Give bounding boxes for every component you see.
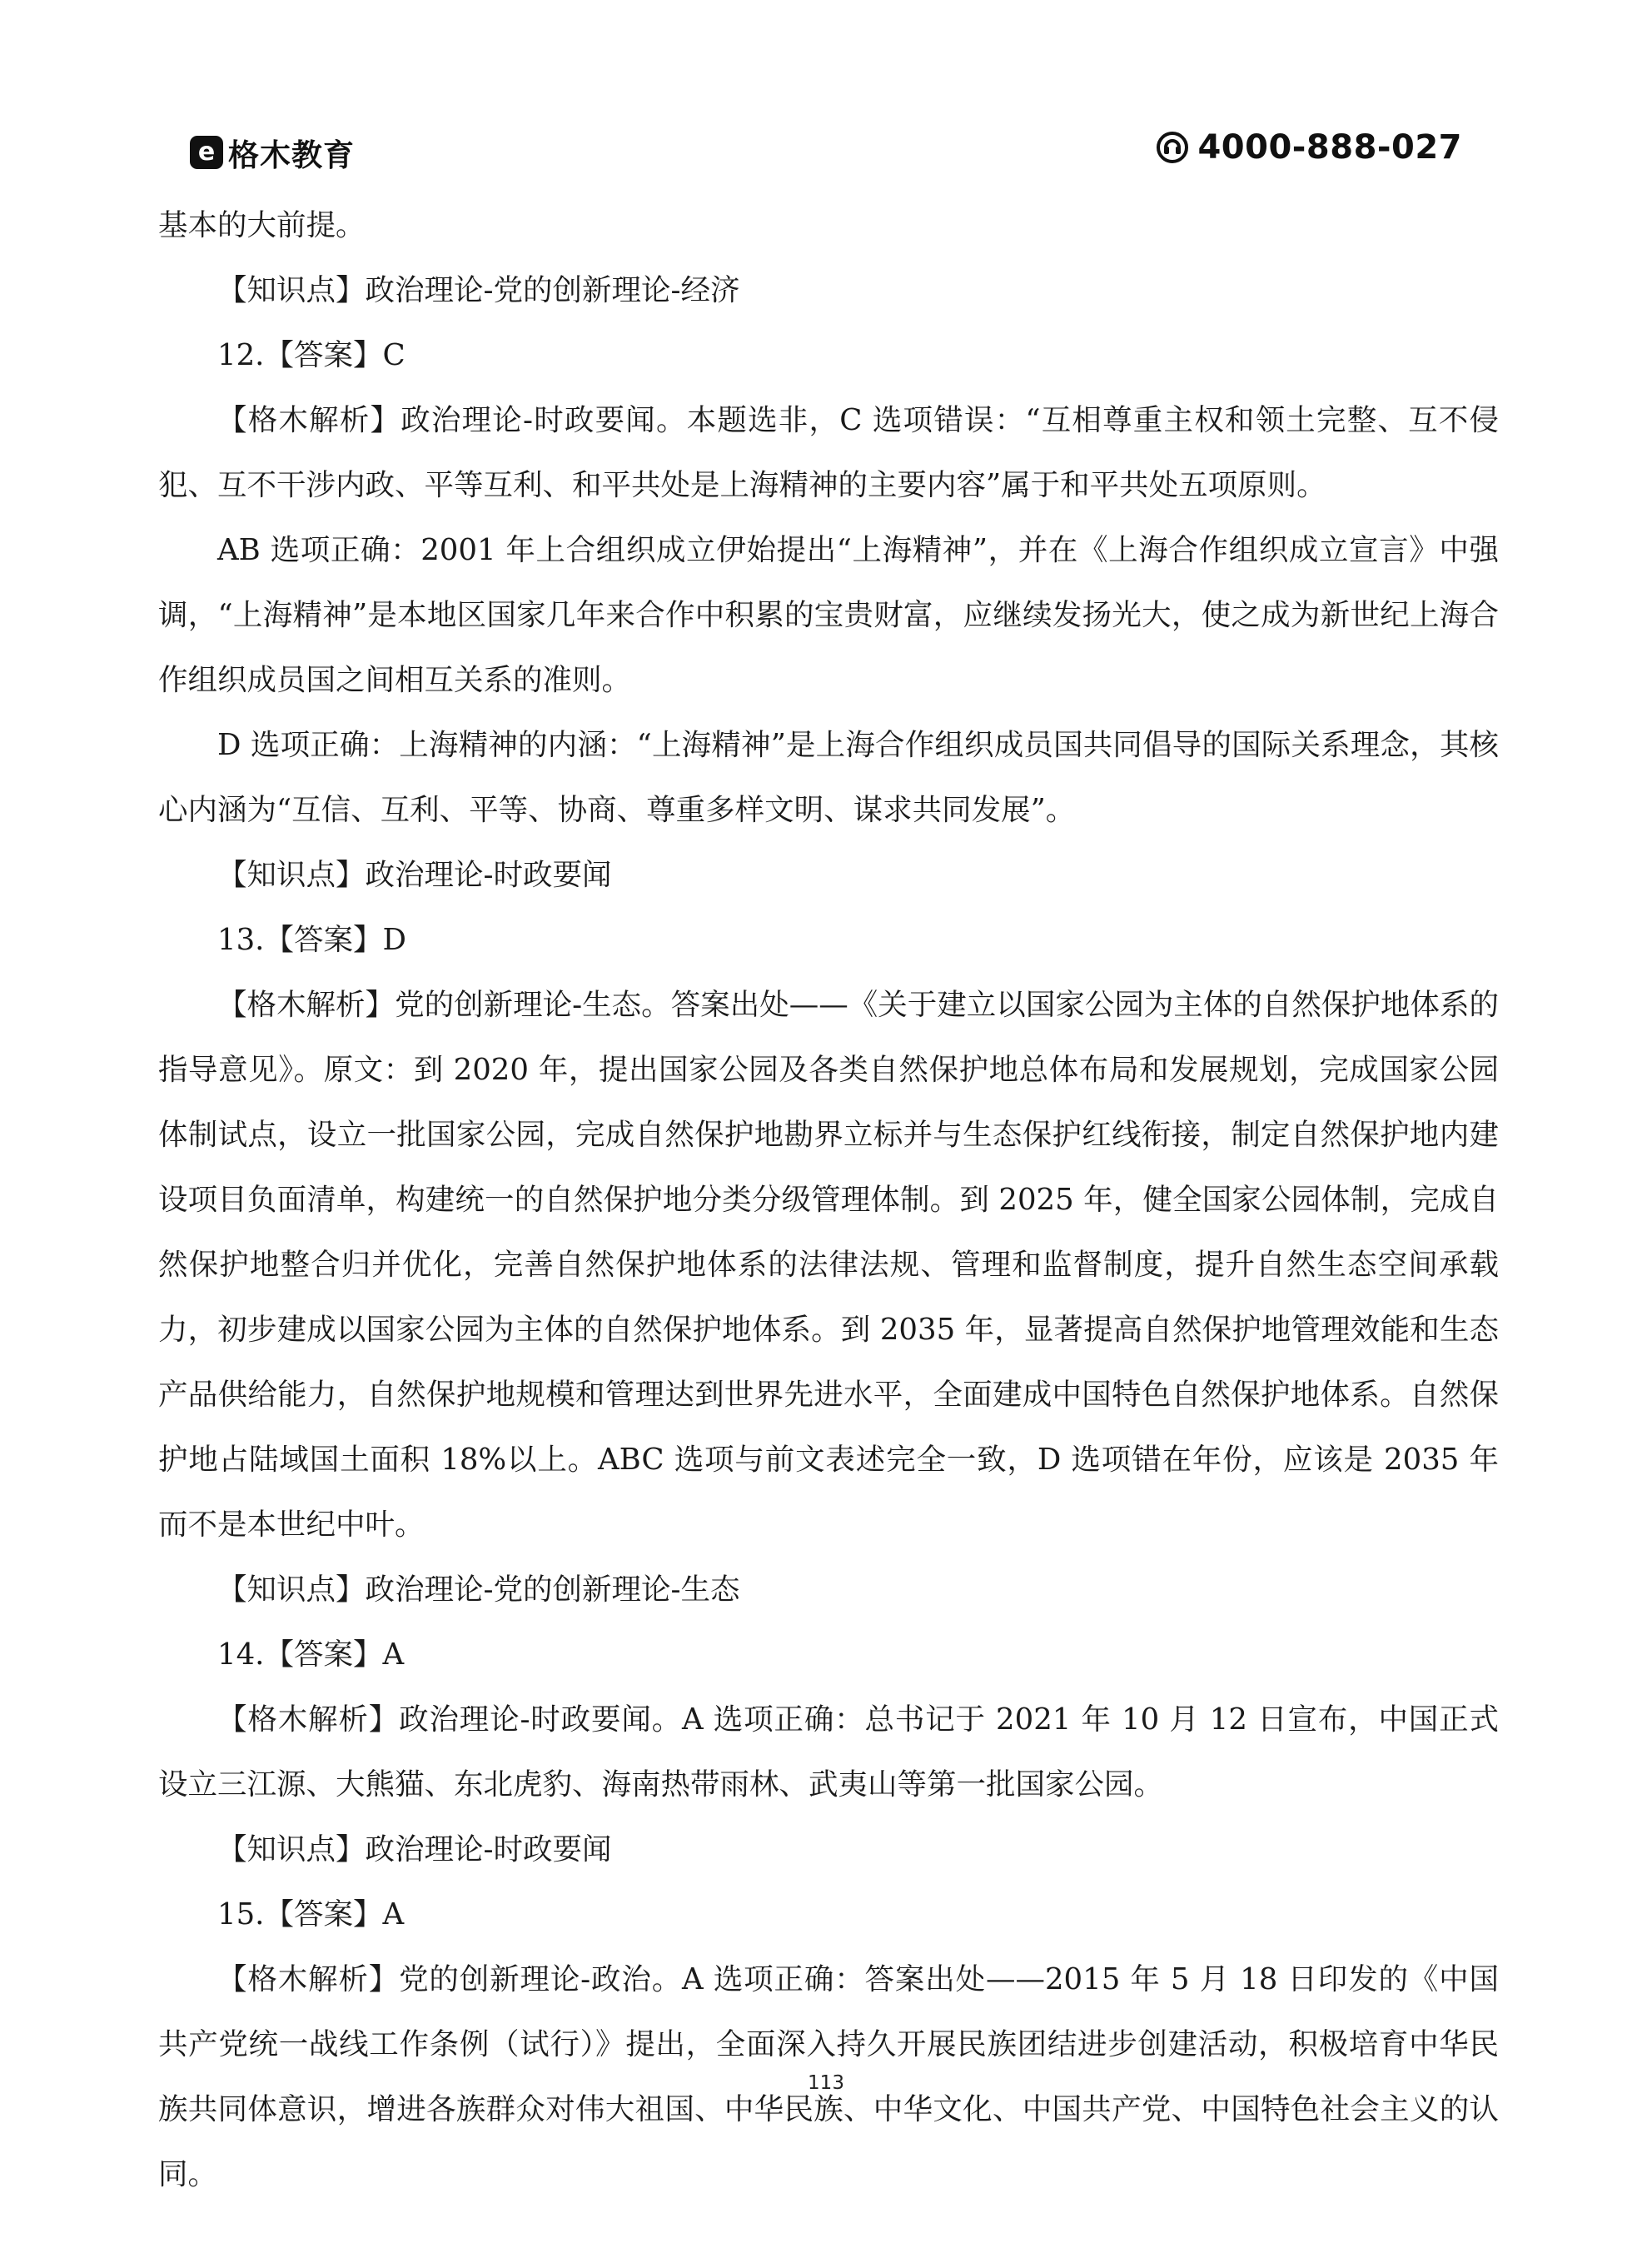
knowledge-point: 【知识点】政治理论-时政要闻	[217, 1832, 612, 1867]
analysis-paragraph: 【格木解析】党的创新理论-生态。答案出处——《关于建立以国家公园为主体的自然保护地体系的指导意见》。原文：到 2020 年，提出国家公园及各类自然保护地总体布局和发展规划，完成国家公园体制试点，设立一批国家公园，完成自然保护地勘界立标并与生态保护红线衔接，制定自然保护地内建设项目负面清单，构建统一的自然保护地分类分级管理体制。到 2025 年，健全国家公园体制，完成自然保护地整合归并优化，完善自然保护地体系的法律法规、管理和监督制度，提升自然生态空间承载力，初步建成以国家公园为主体的自然保护地体系。到 2035 年，显著提高自然保护地管理效能和生态产品供给能力，自然保护地规模和管理达到世界先进水平，全面建成中国特色自然保护地体系。自然保护地占陆域国土面积 18%以上。ABC 选项与前文表述完全一致，D 选项错在年份，应该是 2035 年而不是本世纪中叶。	[158, 988, 1499, 1542]
logo-e-icon: e	[190, 136, 223, 169]
analysis-paragraph: 【格木解析】政治理论-时政要闻。A 选项正确：总书记于 2021 年 10 月 12 日宣布，中国正式设立三江源、大熊猫、东北虎豹、海南热带雨林、武夷山等第一批国家公园。	[158, 1702, 1499, 1802]
paragraph: 基本的大前提。	[158, 208, 366, 242]
answer-heading: 12.【答案】C	[217, 338, 406, 372]
phone-number: 4000-888-027	[1197, 128, 1462, 167]
brand-logo	[190, 130, 355, 175]
analysis-paragraph: AB 选项正确：2001 年上合组织成立伊始提出“上海精神”，并在《上海合作组织成立宣言》中强调，“上海精神”是本地区国家几年来合作中积累的宝贵财富，应继续发扬光大，使之成为新世纪上海合作组织成员国之间相互关系的准则。	[158, 533, 1499, 697]
answer-heading: 14.【答案】A	[217, 1637, 405, 1672]
hotline	[1154, 128, 1462, 167]
headset-phone-icon	[1154, 129, 1191, 166]
analysis-paragraph: 【格木解析】党的创新理论-政治。A 选项正确：答案出处——2015 年 5 月 18 日印发的《中国共产党统一战线工作条例（试行）》提出，全面深入持久开展民族团结进步创建活动，积极培育中华民族共同体意识，增进各族群众对伟大祖国、中华民族、中华文化、中国共产党、中国特色社会主义的认同。	[158, 1962, 1499, 2191]
analysis-paragraph: 【格木解析】政治理论-时政要闻。本题选非，C 选项错误：“互相尊重主权和领土完整、互不侵犯、互不干涉内政、平等互利、和平共处是上海精神的主要内容”属于和平共处五项原则。	[158, 403, 1499, 502]
page-number: 113	[808, 2072, 844, 2094]
analysis-paragraph: D 选项正确：上海精神的内涵：“上海精神”是上海合作组织成员国共同倡导的国际关系理念，其核心内涵为“互信、互利、平等、协商、尊重多样文明、谋求共同发展”。	[158, 728, 1499, 827]
document-body	[158, 193, 1499, 2207]
answer-heading: 13.【答案】D	[217, 923, 406, 957]
knowledge-point: 【知识点】政治理论-时政要闻	[217, 858, 612, 892]
knowledge-point: 【知识点】政治理论-党的创新理论-生态	[217, 1573, 740, 1607]
logo-text: 格木教育	[228, 137, 355, 173]
knowledge-point: 【知识点】政治理论-党的创新理论-经济	[217, 273, 740, 307]
page-header	[190, 127, 1462, 180]
answer-heading: 15.【答案】A	[217, 1897, 405, 1931]
